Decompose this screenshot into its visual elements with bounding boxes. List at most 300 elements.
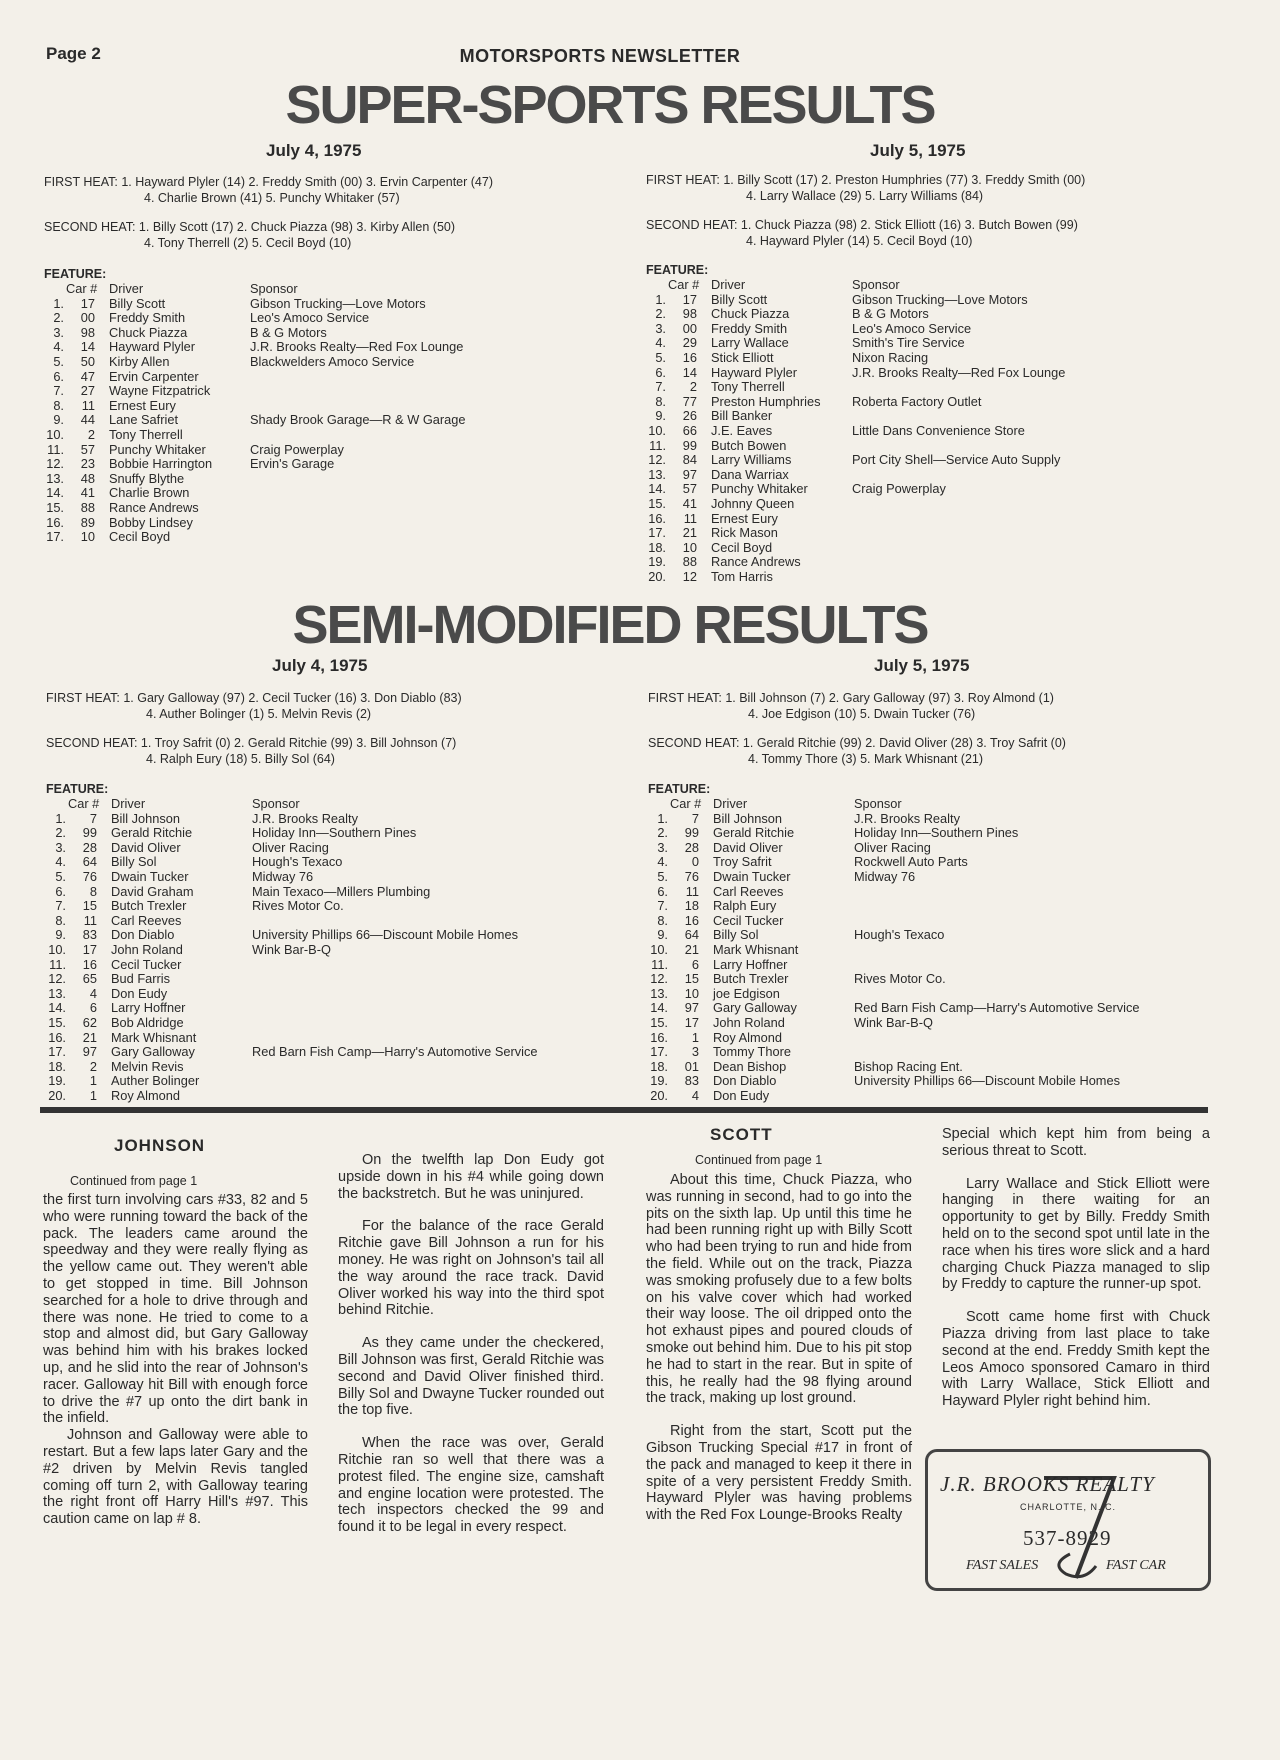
sponsor-name xyxy=(250,501,466,516)
car-number: 26 xyxy=(682,408,697,424)
car-number: 17 xyxy=(684,1014,699,1030)
driver-name: Mark Whisnant xyxy=(713,941,799,957)
semi-left-feature-table xyxy=(42,797,538,1103)
finish-position: 17. xyxy=(46,529,64,545)
driver-name: Dwain Tucker xyxy=(713,868,791,884)
table-row xyxy=(42,855,538,870)
heat-line: FIRST HEAT: 1. Hayward Plyler (14) 2. Freddy Smith (00) 3. Ervin Carpenter (47) xyxy=(44,175,493,189)
driver-name: Tommy Thore xyxy=(713,1044,791,1060)
sponsor-name: Shady Brook Garage—R & W Garage xyxy=(250,412,466,428)
sponsor-name xyxy=(854,899,1140,914)
car-number: 15 xyxy=(684,971,699,987)
table-body xyxy=(40,297,466,545)
semi-modified-title: SEMI-MODIFIED RESULTS xyxy=(292,595,928,655)
driver-name: Bill Johnson xyxy=(713,810,783,826)
car-number: 88 xyxy=(80,499,95,515)
car-number: 00 xyxy=(80,310,95,326)
heat-line: 4. Tony Therrell (2) 5. Cecil Boyd (10) xyxy=(144,236,352,250)
driver-name: Melvin Revis xyxy=(111,1058,184,1074)
driver-name: Billy Scott xyxy=(109,295,166,311)
driver-name: Bobbie Harrington xyxy=(109,456,213,472)
table-row xyxy=(644,841,1140,856)
car-number: 4 xyxy=(89,985,97,1001)
sponsor-name: Port City Shell—Service Auto Supply xyxy=(852,452,1061,468)
driver-name: Don Diablo xyxy=(111,927,175,943)
semi-left-second-heat xyxy=(46,735,456,767)
sponsor-name: Smith's Tire Service xyxy=(852,335,965,351)
driver-name: Charlie Brown xyxy=(109,485,190,501)
table-row xyxy=(644,870,1140,885)
super-right-feature-table xyxy=(642,278,1065,584)
car-number: 3 xyxy=(691,1044,699,1060)
finish-position: 13. xyxy=(648,466,666,482)
driver-name: Punchy Whitaker xyxy=(109,441,206,457)
table-row xyxy=(644,885,1140,900)
sponsor-name xyxy=(252,1031,538,1046)
article-paragraph: Larry Wallace and Stick Elliott were hanging in there waiting for an opportunity to get by Billy. Freddy Smith held on to the second spot until late in the race when his tires wore slick and a hard charging Chuck Piazza managed to slip by Freddy to capture the runner-up spot. xyxy=(942,1175,1210,1293)
driver-name: David Oliver xyxy=(713,839,783,855)
car-number: 57 xyxy=(80,441,95,457)
col-sponsor: Sponsor xyxy=(252,796,300,811)
finish-position: 15. xyxy=(46,499,64,515)
semi-left-date: July 4, 1975 xyxy=(272,656,368,675)
table-row xyxy=(42,812,538,827)
finish-position: 19. xyxy=(650,1073,668,1089)
table-row xyxy=(644,1089,1140,1104)
driver-name: Butch Bowen xyxy=(711,437,787,453)
table-row xyxy=(42,987,538,1002)
table-row xyxy=(40,501,466,516)
table-header-row xyxy=(644,797,1140,812)
finish-position: 20. xyxy=(650,1087,668,1103)
driver-name: Lane Safriet xyxy=(109,412,179,428)
driver-name: Dana Warriax xyxy=(711,466,789,482)
johnson-continued: Continued from page 1 xyxy=(70,1174,198,1188)
car-number: 77 xyxy=(682,393,697,409)
car-number: 28 xyxy=(684,839,699,855)
super-left-second-heat xyxy=(44,219,455,251)
heat-line: 4. Larry Wallace (29) 5. Larry Williams (84) xyxy=(746,189,984,203)
sponsor-name xyxy=(252,1089,538,1104)
sponsor-name: Leo's Amoco Service xyxy=(250,310,370,326)
table-row xyxy=(42,1031,538,1046)
table-row xyxy=(40,355,466,370)
finish-position: 19. xyxy=(48,1073,66,1089)
car-number: 1 xyxy=(691,1029,699,1045)
driver-name: David Oliver xyxy=(111,839,181,855)
finish-position: 11. xyxy=(49,956,66,972)
finish-position: 2. xyxy=(55,825,66,841)
car-number: 18 xyxy=(684,898,699,914)
heat-line: 4. Auther Bolinger (1) 5. Melvin Revis (2) xyxy=(146,707,372,721)
finish-position: 5. xyxy=(53,353,64,369)
car-number: 16 xyxy=(82,956,97,972)
sponsor-name xyxy=(854,958,1140,973)
table-row xyxy=(40,399,466,414)
car-number: 76 xyxy=(82,868,97,884)
table-row xyxy=(642,336,1065,351)
sponsor-name xyxy=(250,486,466,501)
finish-position: 7. xyxy=(53,383,64,399)
driver-name: Ralph Eury xyxy=(713,898,777,914)
johnson-headline: JOHNSON xyxy=(114,1136,206,1155)
driver-name: Chuck Piazza xyxy=(711,306,790,322)
table-row xyxy=(642,468,1065,483)
sponsor-name xyxy=(854,1089,1140,1104)
finish-position: 1. xyxy=(657,810,668,826)
table-row xyxy=(42,870,538,885)
article-paragraph: Johnson and Galloway were able to restart. But a few laps later Gary and the #2 driven by Melvin Revis tangled coming off turn 2, with Galloway tearing the right front off Harry Hill's #97. This caution came on lap # 8. xyxy=(43,1427,308,1528)
sponsor-name: Blackwelders Amoco Service xyxy=(250,353,415,369)
finish-position: 11. xyxy=(649,437,666,453)
heat-line: 4. Charlie Brown (41) 5. Punchy Whitaker (57) xyxy=(144,191,400,205)
car-number: 99 xyxy=(684,825,699,841)
car-number: 97 xyxy=(684,1000,699,1016)
sponsor-name xyxy=(252,958,538,973)
finish-position: 9. xyxy=(55,927,66,943)
driver-name: Larry Hoffner xyxy=(111,1000,186,1016)
car-number: 48 xyxy=(80,470,95,486)
table-body xyxy=(644,812,1140,1104)
finish-position: 14. xyxy=(650,1000,668,1016)
finish-position: 18. xyxy=(48,1058,66,1074)
finish-position: 13. xyxy=(46,470,64,486)
finish-position: 9. xyxy=(53,412,64,428)
car-number: 15 xyxy=(82,898,97,914)
table-row xyxy=(40,428,466,443)
sponsor-name xyxy=(252,1074,538,1089)
heat-line: SECOND HEAT: 1. Chuck Piazza (98) 2. Stick Elliott (16) 3. Butch Bowen (99) xyxy=(646,218,1078,232)
sponsor-name: Holiday Inn—Southern Pines xyxy=(854,825,1019,841)
sponsor-name: Rockwell Auto Parts xyxy=(854,854,968,870)
car-number: 62 xyxy=(82,1014,97,1030)
sponsor-name xyxy=(252,972,538,987)
driver-name: Punchy Whitaker xyxy=(711,481,808,497)
car-number: 84 xyxy=(682,452,697,468)
sponsor-name xyxy=(854,943,1140,958)
car-number: 21 xyxy=(684,941,699,957)
col-driver: Driver xyxy=(711,277,746,292)
car-number: 17 xyxy=(682,291,697,307)
heat-line: SECOND HEAT: 1. Troy Safrit (0) 2. Gerald Ritchie (99) 3. Bill Johnson (7) xyxy=(46,736,457,750)
finish-position: 17. xyxy=(48,1044,66,1060)
driver-name: Don Eudy xyxy=(111,985,168,1001)
driver-name: Tony Therrell xyxy=(109,426,183,442)
sponsor-name: Rives Motor Co. xyxy=(854,971,946,987)
finish-position: 2. xyxy=(655,306,666,322)
table-row xyxy=(40,530,466,545)
sponsor-name: Red Barn Fish Camp—Harry's Automotive Service xyxy=(252,1044,538,1060)
super-right-second-heat xyxy=(646,217,1078,249)
finish-position: 16. xyxy=(48,1029,66,1045)
driver-name: David Graham xyxy=(111,883,194,899)
sponsor-name: Wink Bar-B-Q xyxy=(854,1014,933,1030)
col-driver: Driver xyxy=(109,281,144,296)
sponsor-name: J.R. Brooks Realty—Red Fox Lounge xyxy=(250,339,464,355)
table-row xyxy=(42,958,538,973)
finish-position: 2. xyxy=(657,825,668,841)
car-number: 6 xyxy=(89,1000,97,1016)
sponsor-name xyxy=(250,472,466,487)
table-row xyxy=(642,439,1065,454)
car-number: 28 xyxy=(82,839,97,855)
finish-position: 16. xyxy=(648,510,666,526)
col-sponsor: Sponsor xyxy=(854,796,902,811)
table-header-row xyxy=(42,797,538,812)
car-number: 29 xyxy=(682,335,697,351)
driver-name: Gary Galloway xyxy=(713,1000,797,1016)
super-left-first-heat xyxy=(44,174,493,206)
driver-name: Billy Scott xyxy=(711,291,768,307)
table-row xyxy=(642,322,1065,337)
driver-name: John Roland xyxy=(713,1014,785,1030)
sponsor-name: Wink Bar-B-Q xyxy=(252,941,331,957)
table-row xyxy=(642,497,1065,512)
super-right-date: July 5, 1975 xyxy=(870,141,966,160)
finish-position: 19. xyxy=(648,554,666,570)
finish-position: 14. xyxy=(48,1000,66,1016)
car-number: 99 xyxy=(82,825,97,841)
table-body xyxy=(42,812,538,1104)
finish-position: 7. xyxy=(655,379,666,395)
table-row xyxy=(644,1001,1140,1016)
car-number: 00 xyxy=(682,320,697,336)
sponsor-name: Little Dans Convenience Store xyxy=(852,422,1025,438)
driver-name: Rance Andrews xyxy=(109,499,199,515)
car-number: 88 xyxy=(682,554,697,570)
finish-position: 7. xyxy=(657,898,668,914)
driver-name: Gerald Ritchie xyxy=(111,825,193,841)
finish-position: 1. xyxy=(53,295,64,311)
col-driver: Driver xyxy=(713,796,748,811)
driver-name: Larry Hoffner xyxy=(713,956,788,972)
finish-position: 20. xyxy=(48,1087,66,1103)
page-number: Page 2 xyxy=(46,44,101,63)
sponsor-name xyxy=(250,399,466,414)
car-number: 21 xyxy=(82,1029,97,1045)
super-left-feature-label: FEATURE: xyxy=(44,267,107,281)
newsletter-name: MOTORSPORTS NEWSLETTER xyxy=(459,46,741,66)
scott-column-2 xyxy=(942,1126,1210,1410)
table-row xyxy=(644,928,1140,943)
table-row xyxy=(642,482,1065,497)
finish-position: 7. xyxy=(55,898,66,914)
johnson-column-2 xyxy=(338,1152,604,1536)
sponsor-name: B & G Motors xyxy=(250,324,327,340)
table-row xyxy=(642,395,1065,410)
semi-left-feature-label: FEATURE: xyxy=(46,782,109,796)
car-number: 17 xyxy=(80,295,95,311)
table-row xyxy=(642,453,1065,468)
finish-position: 5. xyxy=(655,349,666,365)
car-number: 11 xyxy=(83,912,97,928)
table-row xyxy=(642,351,1065,366)
table-row xyxy=(42,826,538,841)
driver-name: Gerald Ritchie xyxy=(713,825,795,841)
article-paragraph: On the twelfth lap Don Eudy got upside down in his #4 while going down the backstretch. But he was uninjured. xyxy=(338,1152,604,1202)
sponsor-name xyxy=(854,885,1140,900)
ad-phone: 537-8929 xyxy=(1023,1526,1112,1550)
driver-name: Roy Almond xyxy=(111,1087,180,1103)
finish-position: 4. xyxy=(655,335,666,351)
table-row xyxy=(644,899,1140,914)
table-row xyxy=(642,526,1065,541)
driver-name: Stick Elliott xyxy=(711,349,774,365)
car-number: 27 xyxy=(80,383,95,399)
article-paragraph: As they came under the checkered, Bill Johnson was first, Gerald Ritchie was second and David Oliver finished third. Billy Sol and Dwayne Tucker rounded out the top five. xyxy=(338,1335,604,1419)
driver-name: Cecil Boyd xyxy=(109,529,171,545)
finish-position: 12. xyxy=(650,971,668,987)
car-number: 7 xyxy=(89,810,97,826)
table-row xyxy=(42,1045,538,1060)
table-row xyxy=(642,366,1065,381)
car-number: 1 xyxy=(89,1087,97,1103)
table-row xyxy=(644,1016,1140,1031)
col-car: Car # xyxy=(668,277,700,292)
car-number: 44 xyxy=(80,412,95,428)
finish-position: 15. xyxy=(650,1014,668,1030)
table-row xyxy=(42,943,538,958)
table-row xyxy=(642,541,1065,556)
car-number: 21 xyxy=(682,525,697,541)
car-number: 2 xyxy=(89,1058,97,1074)
table-row xyxy=(644,914,1140,929)
car-number: 50 xyxy=(80,353,95,369)
table-row xyxy=(644,1045,1140,1060)
sponsor-name xyxy=(854,914,1140,929)
sponsor-name: J.R. Brooks Realty xyxy=(252,810,358,826)
table-row xyxy=(42,1089,538,1104)
car-number: 2 xyxy=(87,426,95,442)
car-number: 10 xyxy=(80,529,95,545)
finish-position: 8. xyxy=(657,912,668,928)
sponsor-name: Nixon Racing xyxy=(852,349,929,365)
finish-position: 12. xyxy=(46,456,64,472)
driver-name: Chuck Piazza xyxy=(109,324,188,340)
table-row xyxy=(40,457,466,472)
driver-name: Johnny Queen xyxy=(711,495,795,511)
finish-position: 9. xyxy=(655,408,666,424)
finish-position: 20. xyxy=(648,568,666,584)
driver-name: Bill Johnson xyxy=(111,810,181,826)
driver-name: Gary Galloway xyxy=(111,1044,195,1060)
brooks-realty-ad xyxy=(925,1449,1211,1591)
sponsor-name: Red Barn Fish Camp—Harry's Automotive Service xyxy=(854,1000,1140,1016)
table-row xyxy=(40,472,466,487)
table-header-row xyxy=(642,278,1065,293)
sponsor-name: Midway 76 xyxy=(854,868,916,884)
heat-line: 4. Joe Edgison (10) 5. Dwain Tucker (76) xyxy=(748,707,976,721)
sponsor-name: Craig Powerplay xyxy=(852,481,946,497)
sponsor-name: University Phillips 66—Discount Mobile Homes xyxy=(252,927,518,943)
semi-right-first-heat xyxy=(648,690,1054,722)
sponsor-name xyxy=(252,987,538,1002)
table-row xyxy=(42,972,538,987)
finish-position: 14. xyxy=(46,485,64,501)
driver-name: Bill Banker xyxy=(711,408,773,424)
finish-position: 9. xyxy=(657,927,668,943)
finish-position: 4. xyxy=(53,339,64,355)
sponsor-name: Midway 76 xyxy=(252,868,314,884)
car-number: 11 xyxy=(683,510,697,526)
finish-position: 12. xyxy=(48,971,66,987)
finish-position: 16. xyxy=(46,514,64,530)
car-number: 64 xyxy=(684,927,699,943)
table-row xyxy=(42,1016,538,1031)
sponsor-name xyxy=(852,497,1065,512)
driver-name: Billy Sol xyxy=(111,854,157,870)
driver-name: Mark Whisnant xyxy=(111,1029,197,1045)
table-row xyxy=(642,380,1065,395)
ad-title: J.R. BROOKS REALTY xyxy=(940,1472,1155,1496)
table-row xyxy=(644,1074,1140,1089)
sponsor-name xyxy=(852,555,1065,570)
heat-line: 4. Hayward Plyler (14) 5. Cecil Boyd (10) xyxy=(746,234,973,248)
table-row xyxy=(40,311,466,326)
driver-name: Freddy Smith xyxy=(711,320,788,336)
sponsor-name xyxy=(852,570,1065,585)
driver-name: Freddy Smith xyxy=(109,310,186,326)
table-row xyxy=(644,987,1140,1002)
car-number: 97 xyxy=(682,466,697,482)
sponsor-name xyxy=(252,1001,538,1016)
table-row xyxy=(40,413,466,428)
car-number: 57 xyxy=(682,481,697,497)
scott-column-1 xyxy=(646,1172,912,1524)
car-number: 41 xyxy=(682,495,697,511)
sponsor-name: Bishop Racing Ent. xyxy=(854,1058,963,1074)
finish-position: 14. xyxy=(648,481,666,497)
sponsor-name: Hough's Texaco xyxy=(854,927,945,943)
finish-position: 3. xyxy=(55,839,66,855)
driver-name: Don Diablo xyxy=(713,1073,777,1089)
col-driver: Driver xyxy=(111,796,146,811)
finish-position: 1. xyxy=(55,810,66,826)
table-row xyxy=(42,841,538,856)
col-sponsor: Sponsor xyxy=(852,277,900,292)
driver-name: Ernest Eury xyxy=(711,510,778,526)
car-number: 14 xyxy=(80,339,95,355)
driver-name: Don Eudy xyxy=(713,1087,770,1103)
table-row xyxy=(42,885,538,900)
car-number: 64 xyxy=(82,854,97,870)
driver-name: Carl Reeves xyxy=(713,883,784,899)
finish-position: 17. xyxy=(648,525,666,541)
finish-position: 12. xyxy=(648,452,666,468)
heat-line: FIRST HEAT: 1. Gary Galloway (97) 2. Cecil Tucker (16) 3. Don Diablo (83) xyxy=(46,691,462,705)
semi-right-feature-label: FEATURE: xyxy=(648,782,711,796)
heat-line: FIRST HEAT: 1. Bill Johnson (7) 2. Gary Galloway (97) 3. Roy Almond (1) xyxy=(648,691,1054,705)
article-paragraph: About this time, Chuck Piazza, who was running in second, had to go into the pits on the sixth lap. Up until this time he had been running right up with Billy Scott who had been trying to run and hide from the field. While out on the track, Piazza was smoking profusely due to a few bolts on his valve cover which had worked their way loose. The oil dripped onto the hot exhaust pipes and poured clouds of smoke out behind him. Due to his pit stop he had to start in the rear. But in spite of this, he really had the 98 flying around the track, making up lost ground. xyxy=(646,1172,912,1407)
table-header-row xyxy=(40,282,466,297)
finish-position: 13. xyxy=(650,985,668,1001)
driver-name: Hayward Plyler xyxy=(109,339,196,355)
table-row xyxy=(40,443,466,458)
finish-position: 10. xyxy=(48,941,66,957)
driver-name: Auther Bolinger xyxy=(111,1073,200,1089)
sponsor-name: University Phillips 66—Discount Mobile Homes xyxy=(854,1073,1120,1089)
driver-name: Hayward Plyler xyxy=(711,364,798,380)
car-number: 2 xyxy=(689,379,697,395)
article-paragraph: Right from the start, Scott put the Gibson Trucking Special #17 in front of the pack and managed to keep it there in spite of a very persistent Freddy Smith. Hayward Plyler was having problems with the Red Fox Lounge-Brooks Realty xyxy=(646,1423,912,1524)
semi-right-date: July 5, 1975 xyxy=(874,656,970,675)
finish-position: 17. xyxy=(650,1044,668,1060)
finish-position: 1. xyxy=(655,291,666,307)
sponsor-name: Ervin's Garage xyxy=(250,456,335,472)
finish-position: 3. xyxy=(655,320,666,336)
car-number: 10 xyxy=(682,539,697,555)
super-left-date: July 4, 1975 xyxy=(266,141,362,160)
